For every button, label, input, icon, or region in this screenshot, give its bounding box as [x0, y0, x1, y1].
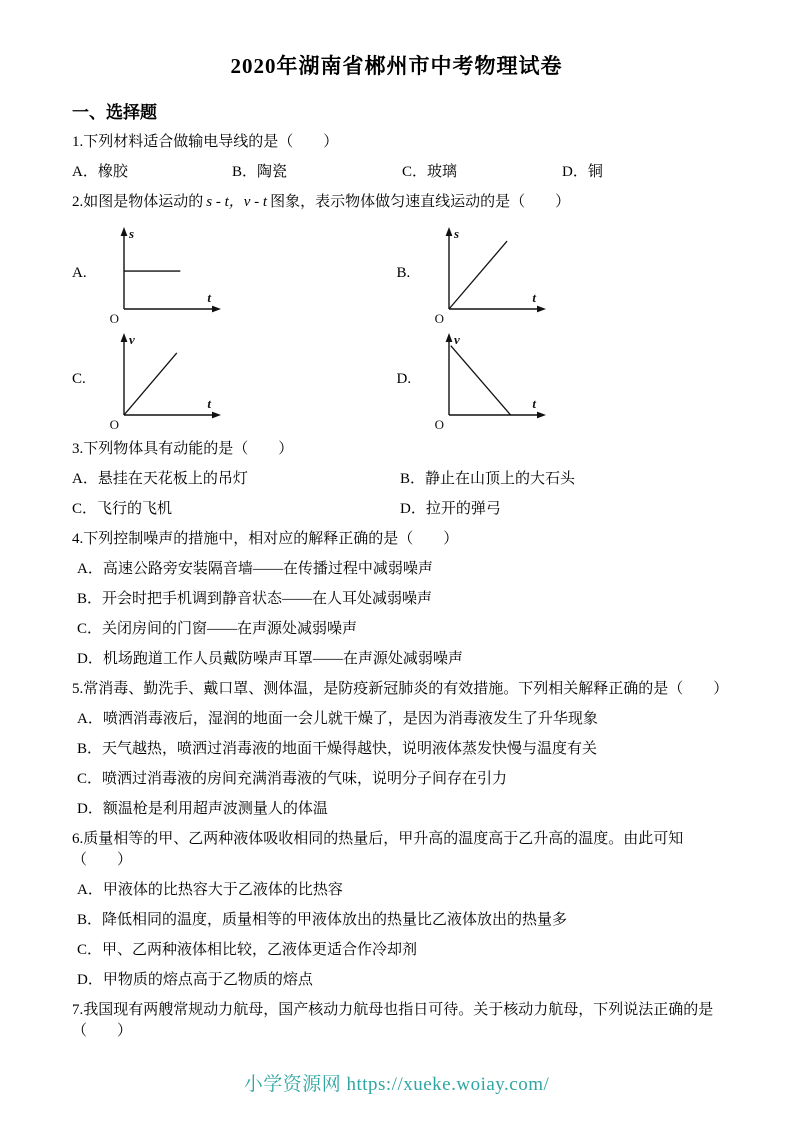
question-2: [72, 192, 721, 430]
q2-graph-a-plot: [104, 222, 228, 324]
q2-graph-option-d: [397, 328, 722, 430]
q1-stem: 1.下列材料适合做输电导线的是（ ）: [72, 134, 339, 150]
q4-options: [72, 559, 721, 670]
q3-option-c: C．飞行的飞机: [72, 501, 173, 517]
q2-stem-text-2: 图象，表示物体做匀速直线运动的是（ ）: [270, 194, 571, 210]
document-title: 2020年湖南省郴州市中考物理试卷: [230, 54, 563, 78]
q3-option-a: A．悬挂在天花板上的吊灯: [72, 471, 248, 487]
svg-text:s: s: [129, 226, 135, 241]
q3-option-d: D．拉开的弹弓: [400, 501, 501, 517]
q2-graph-b-plot: [429, 222, 553, 324]
q6-option-b: B．降低相同的温度，质量相等的甲液体放出的热量比乙液体放出的热量多: [77, 912, 568, 928]
q4-stem: 4.下列控制噪声的措施中，相对应的解释正确的是（ ）: [72, 531, 459, 547]
q2-graph-b-label: B.: [396, 264, 411, 281]
q2-graph-option-a: [72, 222, 397, 324]
q1-option-b: B．陶瓷: [232, 164, 288, 180]
q5-options: [72, 709, 721, 820]
q6-option-a: A．甲液体的比热容大于乙液体的比热容: [77, 882, 343, 898]
svg-text:O: O: [109, 311, 119, 324]
q5-option-b: B．天气越热，喷洒过消毒液的地面干燥得越快，说明液体蒸发快慢与温度有关: [77, 741, 598, 757]
q6-option-d: D．甲物质的熔点高于乙物质的熔点: [77, 972, 313, 988]
q2-motion-graphs: [72, 222, 721, 430]
svg-text:O: O: [109, 417, 119, 430]
q5-stem: 5.常消毒、勤洗手、戴口罩、测体温，是防疫新冠肺炎的有效措施。下列相关解释正确的是（ ）: [72, 681, 729, 697]
q3-stem: 3.下列物体具有动能的是（ ）: [72, 441, 294, 457]
section-heading: 一、选择题: [72, 103, 157, 122]
q1-option-d: D．铜: [562, 164, 603, 180]
q1-option-a: A．橡胶: [72, 164, 128, 180]
svg-text:t: t: [207, 396, 211, 411]
svg-text:v: v: [129, 332, 135, 347]
q6-option-c: C．甲、乙两种液体相比较，乙液体更适合作冷却剂: [77, 942, 418, 958]
question-7: [72, 1000, 721, 1042]
q4-option-b: B．开会时把手机调到静音状态——在人耳处减弱噪声: [77, 591, 433, 607]
svg-text:O: O: [434, 417, 444, 430]
q2-graph-d-label: D.: [396, 370, 412, 387]
q3-options: [72, 469, 721, 520]
svg-text:s: s: [453, 226, 459, 241]
q2-graph-c-label: C.: [72, 370, 86, 387]
site-watermark: 小学资源网 https://xueke.woiay.com/: [243, 1074, 550, 1095]
q6-options: [72, 880, 721, 991]
q2-graph-option-b: [397, 222, 722, 324]
q3-option-b: B．静止在山顶上的大石头: [400, 471, 576, 487]
question-3: [72, 439, 721, 520]
svg-text:t: t: [531, 396, 536, 411]
q6-stem: 6.质量相等的甲、乙两种液体吸收相同的热量后，甲升高的温度高于乙升高的温度。由此可知（ ）: [72, 831, 684, 868]
q5-option-d: D．额温枪是利用超声波测量人的体温: [77, 801, 328, 817]
q2-graph-a-label: A.: [72, 264, 87, 281]
q4-option-c: C．关闭房间的门窗——在声源处减弱噪声: [77, 621, 358, 637]
question-1: [72, 132, 721, 183]
q5-option-a: A．喷洒消毒液后，湿润的地面一会儿就干燥了，是因为消毒液发生了升华现象: [77, 711, 598, 727]
svg-text:O: O: [434, 311, 444, 324]
q4-option-a: A．高速公路旁安装隔音墙——在传播过程中减弱噪声: [77, 561, 433, 577]
q2-graph-c-plot: [104, 328, 228, 430]
q1-option-c: C．玻璃: [402, 164, 458, 180]
q5-option-c: C．喷洒过消毒液的房间充满消毒液的气味，说明分子间存在引力: [77, 771, 508, 787]
q2-graph-d-plot: [429, 328, 553, 430]
q7-stem: 7.我国现有两艘常规动力航母，国产核动力航母也指日可待。关于核动力航母，下列说法正确的是（ ）: [72, 1002, 714, 1039]
question-5: [72, 679, 729, 820]
svg-text:t: t: [531, 290, 536, 305]
question-4: [72, 529, 721, 670]
q2-stem: [72, 192, 721, 213]
svg-text:t: t: [207, 290, 211, 305]
q2-stem-text-1: 2.如图是物体运动的: [72, 194, 204, 210]
question-6: [72, 829, 721, 991]
q2-graph-option-c: [72, 328, 397, 430]
q4-option-d: D．机场跑道工作人员戴防噪声耳罩——在声源处减弱噪声: [77, 651, 463, 667]
q1-options: [72, 162, 721, 183]
svg-text:v: v: [453, 332, 460, 347]
q2-stem-math: s - t，v - t: [206, 194, 268, 210]
